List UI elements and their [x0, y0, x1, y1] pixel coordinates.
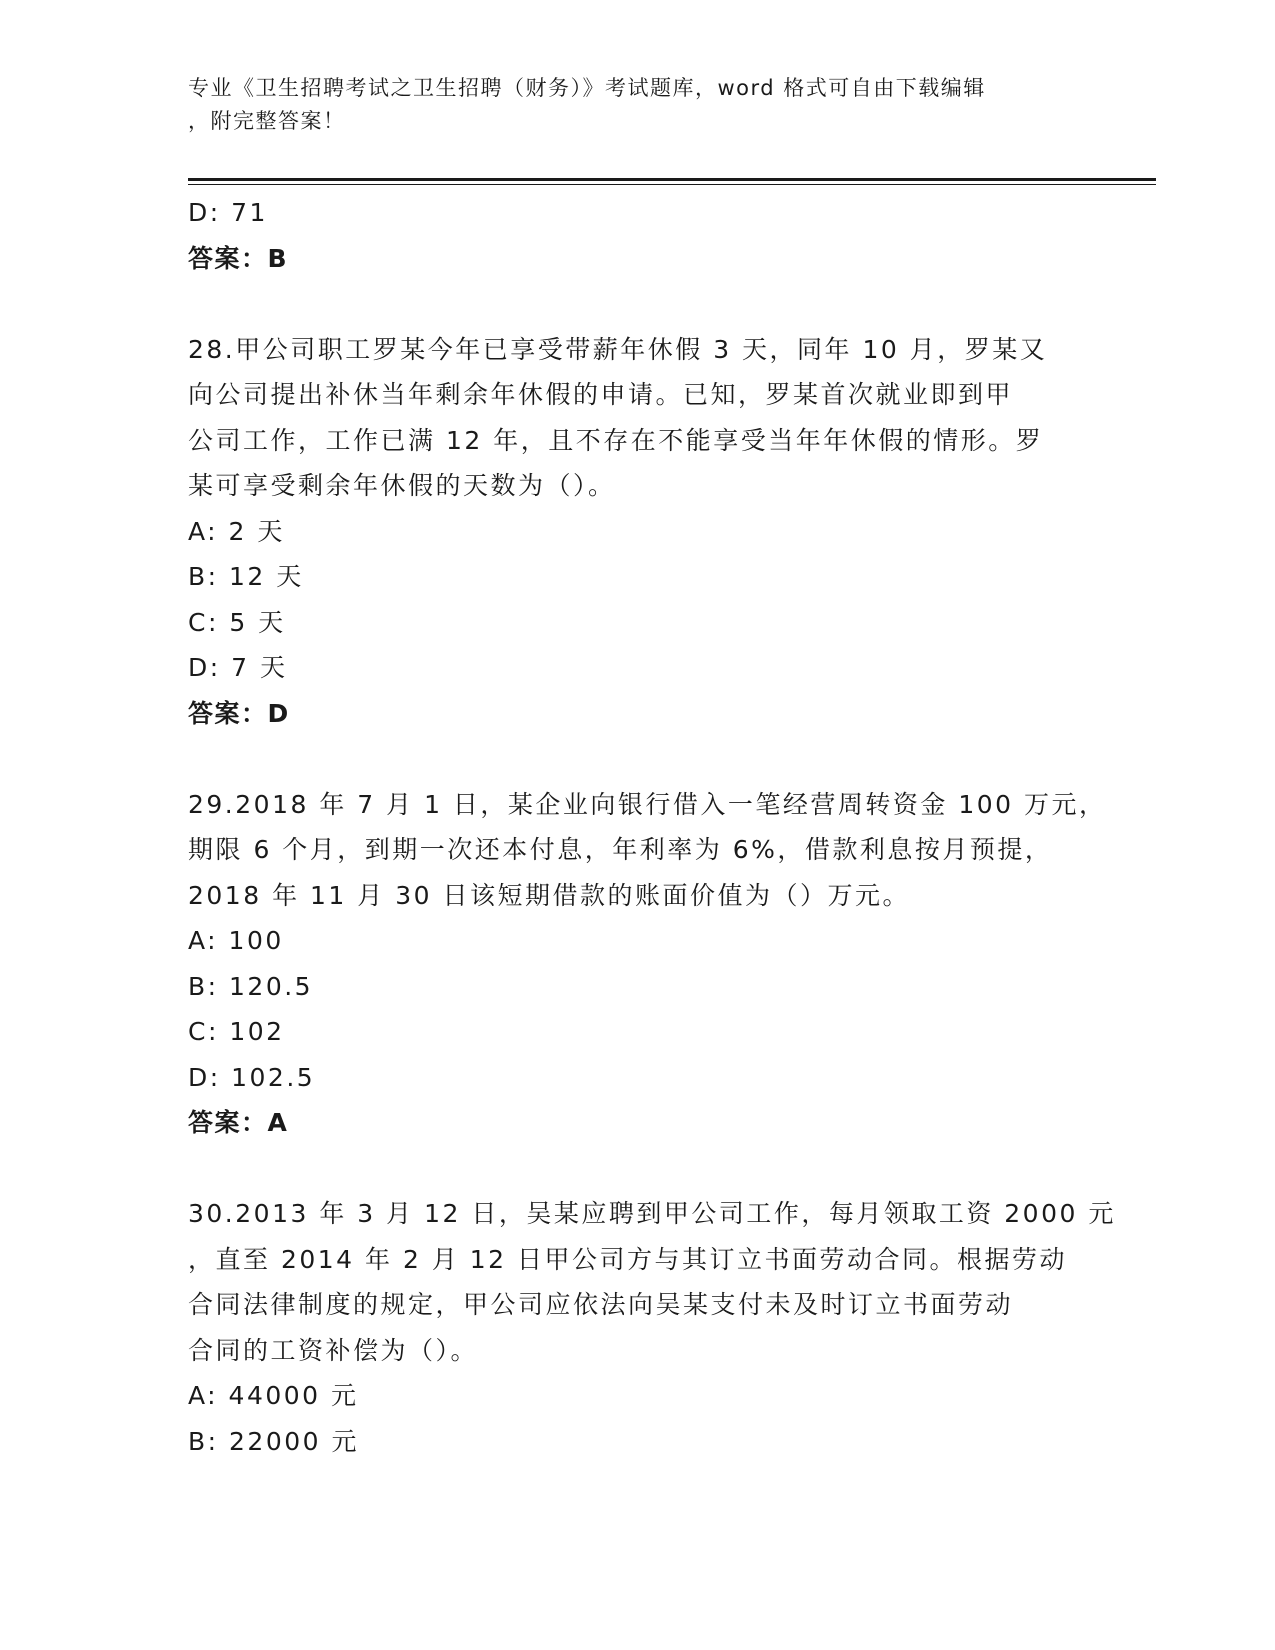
- q30-stem-line: 合同的工资补偿为（）。: [188, 1335, 479, 1365]
- spacer: [188, 281, 1088, 327]
- q28-stem-line: 28.甲公司职工罗某今年已享受带薪年休假 3 天，同年 10 月，罗某又: [188, 334, 1048, 364]
- q28-stem-line: 某可享受剩余年休假的天数为（）。: [188, 471, 616, 500]
- q29-option-b: B: 120.5: [188, 971, 314, 1001]
- q30-option-b: B: 22000 元: [188, 1426, 359, 1456]
- prev-answer: 答案：B: [188, 243, 289, 273]
- question-30: [188, 1191, 1116, 1464]
- document-header: [188, 72, 1088, 138]
- q28-option-a: A: 2 天: [188, 516, 285, 546]
- spacer: [188, 736, 1088, 782]
- q28-answer: 答案：D: [188, 698, 290, 728]
- q29-option-c: C: 102: [188, 1017, 285, 1046]
- q30-stem-line: 合同法律制度的规定，甲公司应依法向吴某支付未及时订立书面劳动: [188, 1290, 1014, 1319]
- question-28: [188, 327, 1088, 737]
- header-divider-thick: [188, 178, 1156, 181]
- prev-option-d: D: 71: [188, 198, 268, 227]
- question-29: [188, 782, 1107, 1146]
- q30-stem-line: ，直至 2014 年 2 月 12 日甲公司方与其订立书面劳动合同。根据劳动: [188, 1244, 1068, 1274]
- header-line-1: 专业《卫生招聘考试之卫生招聘（财务）》考试题库，word 格式可自由下载编辑: [188, 76, 986, 100]
- q30-stem-line: 30.2013 年 3 月 12 日，吴某应聘到甲公司工作，每月领取工资 2000 元: [188, 1199, 1116, 1228]
- spacer: [188, 1146, 1088, 1192]
- q29-stem-line: 期限 6 个月，到期一次还本付息，年利率为 6%，借款利息按月预提，: [188, 835, 1053, 864]
- question-content: [188, 190, 1116, 1464]
- q29-option-d: D: 102.5: [188, 1062, 316, 1092]
- q29-answer: 答案：A: [188, 1108, 289, 1137]
- q29-stem-line: 29.2018 年 7 月 1 日，某企业向银行借入一笔经营周转资金 100 万元，: [188, 789, 1107, 819]
- q28-stem-line: 公司工作，工作已满 12 年，且不存在不能享受当年年休假的情形。罗: [188, 425, 1044, 455]
- header-line-2: ，附完整答案！: [188, 109, 346, 133]
- q28-stem-line: 向公司提出补休当年剩余年休假的申请。已知，罗某首次就业即到甲: [188, 380, 1014, 409]
- q30-option-a: A: 44000 元: [188, 1381, 359, 1410]
- q28-option-d: D: 7 天: [188, 653, 288, 682]
- q29-option-a: A: 100: [188, 926, 284, 955]
- q29-stem-line: 2018 年 11 月 30 日该短期借款的账面价值为（）万元。: [188, 880, 910, 910]
- q28-option-c: C: 5 天: [188, 607, 286, 637]
- q28-option-b: B: 12 天: [188, 562, 304, 591]
- header-divider-thin: [188, 184, 1156, 185]
